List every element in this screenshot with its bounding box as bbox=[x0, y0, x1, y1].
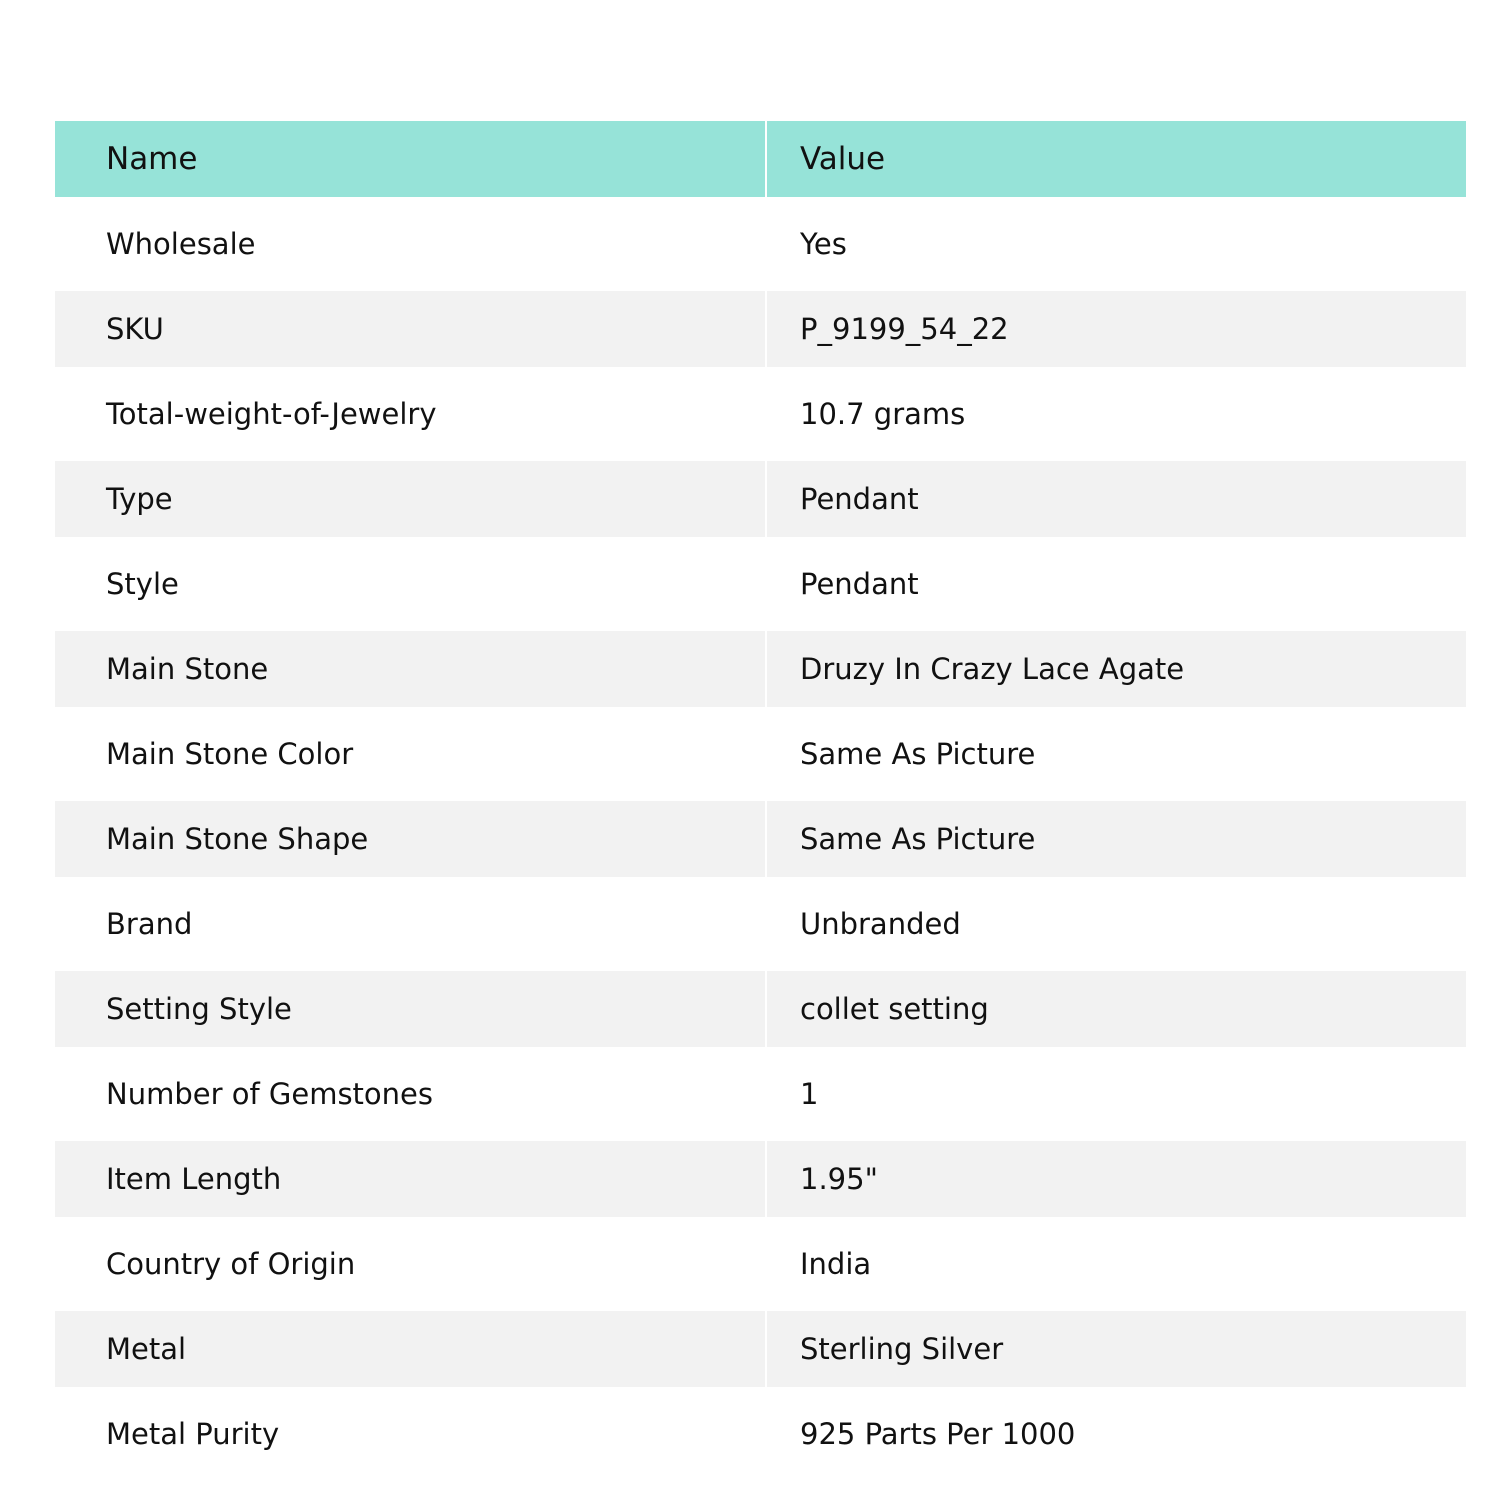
row-name-cell: Style bbox=[55, 537, 766, 631]
row-name-cell: Main Stone Shape bbox=[55, 801, 766, 877]
row-name-cell: Setting Style bbox=[55, 971, 766, 1047]
row-name-cell: Main Stone Color bbox=[55, 707, 766, 801]
row-value-cell: 925 Parts Per 1000 bbox=[766, 1387, 1466, 1481]
row-value-cell: Yes bbox=[766, 197, 1466, 291]
row-value-cell: 1 bbox=[766, 1047, 1466, 1141]
row-name-cell: Total-weight-of-Jewelry bbox=[55, 367, 766, 461]
table-row bbox=[55, 1217, 1466, 1311]
table-header-row bbox=[55, 121, 1466, 197]
row-value-cell: 1.95" bbox=[766, 1141, 1466, 1217]
row-value-cell: Pendant bbox=[766, 461, 1466, 537]
row-value-cell: Druzy In Crazy Lace Agate bbox=[766, 631, 1466, 707]
column-header-name: Name bbox=[55, 121, 766, 197]
row-value-cell: collet setting bbox=[766, 971, 1466, 1047]
row-name-cell: Item Length bbox=[55, 1141, 766, 1217]
table-row bbox=[55, 707, 1466, 801]
column-header-value: Value bbox=[766, 121, 1466, 197]
table-row bbox=[55, 197, 1466, 291]
row-name-cell: Metal bbox=[55, 1311, 766, 1387]
row-value-cell: Sterling Silver bbox=[766, 1311, 1466, 1387]
row-name-cell: SKU bbox=[55, 291, 766, 367]
table-row bbox=[55, 801, 1466, 877]
table-row bbox=[55, 1047, 1466, 1141]
row-name-cell: Wholesale bbox=[55, 197, 766, 291]
specifications-table bbox=[55, 121, 1466, 1481]
table-row bbox=[55, 631, 1466, 707]
table-row bbox=[55, 537, 1466, 631]
row-value-cell: Pendant bbox=[766, 537, 1466, 631]
table-row bbox=[55, 1311, 1466, 1387]
row-name-cell: Type bbox=[55, 461, 766, 537]
row-name-cell: Country of Origin bbox=[55, 1217, 766, 1311]
row-name-cell: Metal Purity bbox=[55, 1387, 766, 1481]
table-row bbox=[55, 367, 1466, 461]
table-row bbox=[55, 1141, 1466, 1217]
table-row bbox=[55, 291, 1466, 367]
row-name-cell: Brand bbox=[55, 877, 766, 971]
row-value-cell: 10.7 grams bbox=[766, 367, 1466, 461]
row-value-cell: Same As Picture bbox=[766, 707, 1466, 801]
row-value-cell: India bbox=[766, 1217, 1466, 1311]
row-name-cell: Main Stone bbox=[55, 631, 766, 707]
row-value-cell: Same As Picture bbox=[766, 801, 1466, 877]
row-value-cell: Unbranded bbox=[766, 877, 1466, 971]
table-row bbox=[55, 877, 1466, 971]
table-row bbox=[55, 971, 1466, 1047]
row-name-cell: Number of Gemstones bbox=[55, 1047, 766, 1141]
table-row bbox=[55, 461, 1466, 537]
row-value-cell: P_9199_54_22 bbox=[766, 291, 1466, 367]
table-row bbox=[55, 1387, 1466, 1481]
